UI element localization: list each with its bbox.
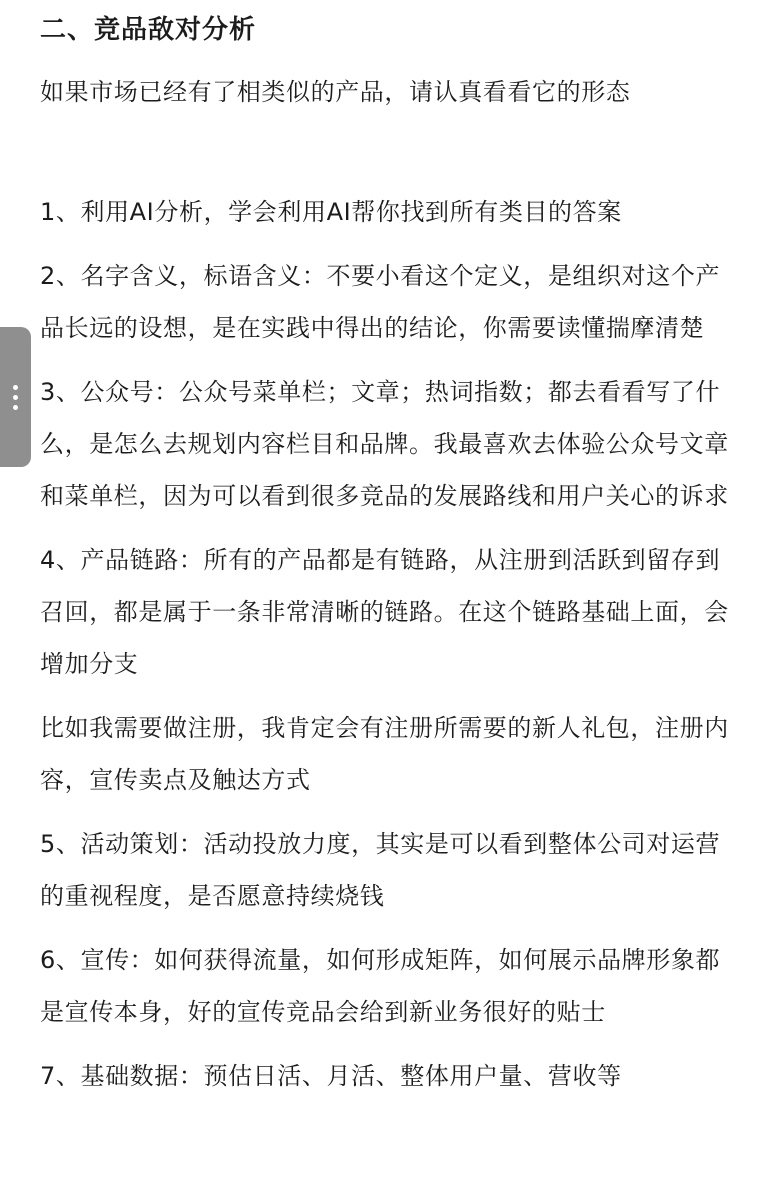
paragraph-1: 1、利用AI分析，学会利用AI帮你找到所有类目的答案 xyxy=(40,198,622,226)
paragraph-3: 3、公众号：公众号菜单栏；文章；热词指数；都去看看写了什么，是怎么去规划内容栏目和品牌。我最喜欢去体验公众号文章和菜单栏，因为可以看到很多竞品的发展路线和用户关心的诉求 xyxy=(40,378,729,510)
paragraph-4-example: 比如我需要做注册，我肯定会有注册所需要的新人礼包，注册内容，宣传卖点及触达方式 xyxy=(40,714,729,794)
paragraph-2: 2、名字含义，标语含义：不要小看这个定义，是组织对这个产品长远的设想，是在实践中得出的结论，你需要读懂揣摩清楚 xyxy=(40,262,721,342)
more-vertical-icon-dot xyxy=(13,395,18,400)
paragraph-7: 7、基础数据：预估日活、月活、整体用户量、营收等 xyxy=(40,1062,622,1090)
section-heading: 二、竞品敌对分析 xyxy=(40,15,257,45)
article-content xyxy=(40,8,740,1102)
side-menu-handle[interactable] xyxy=(0,327,31,467)
more-vertical-icon xyxy=(13,385,18,390)
intro-paragraph: 如果市场已经有了相类似的产品，请认真看看它的形态 xyxy=(40,78,631,106)
paragraph-4: 4、产品链路：所有的产品都是有链路，从注册到活跃到留存到召回，都是属于一条非常清晰的链路。在这个链路基础上面，会增加分支 xyxy=(40,546,729,678)
paragraph-5: 5、活动策划：活动投放力度，其实是可以看到整体公司对运营的重视程度，是否愿意持续烧钱 xyxy=(40,830,721,910)
paragraph-6: 6、宣传：如何获得流量，如何形成矩阵，如何展示品牌形象都是宣传本身，好的宣传竞品会给到新业务很好的贴士 xyxy=(40,946,721,1026)
more-vertical-icon-dot xyxy=(13,405,18,410)
